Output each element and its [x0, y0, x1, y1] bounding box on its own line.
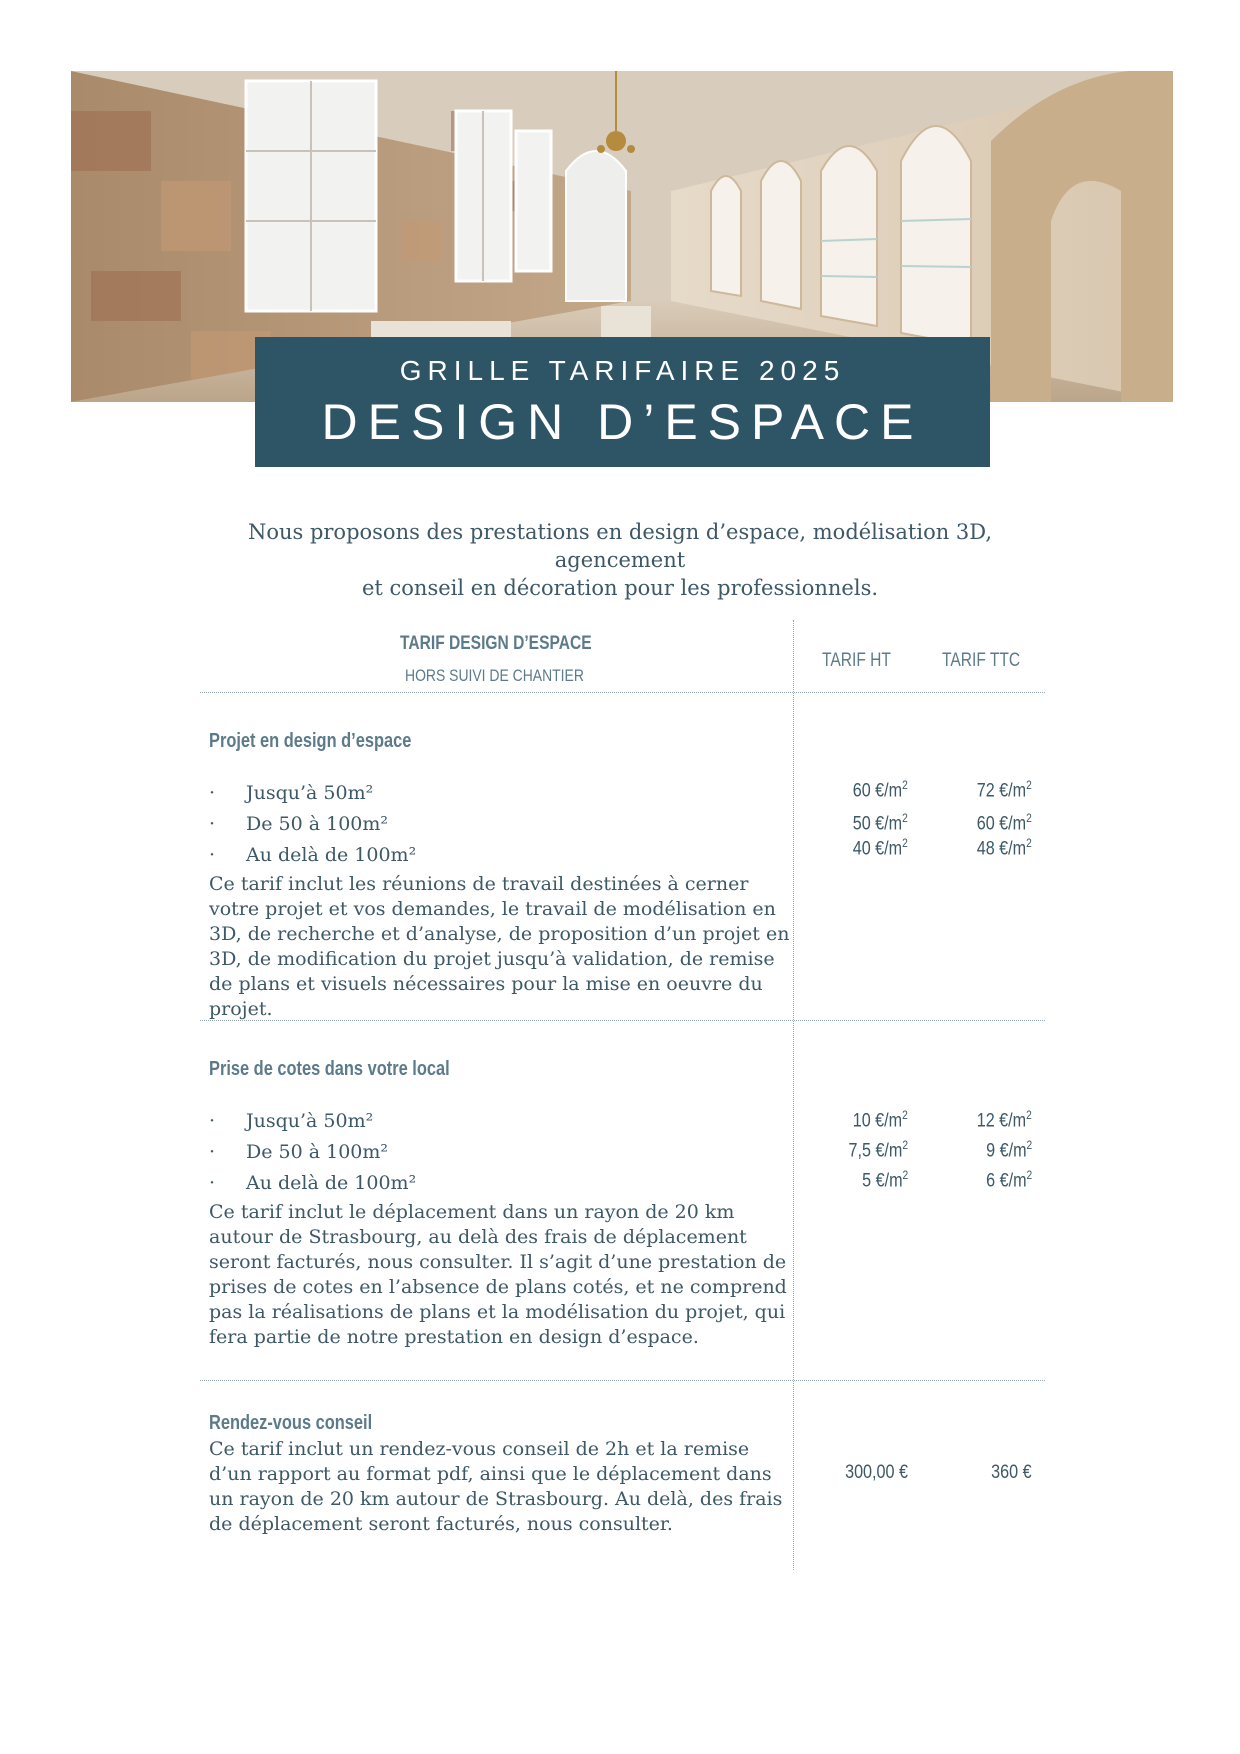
list-item: · Au delà de 100m²	[209, 840, 416, 871]
price-ht: 7,5 $€/m^2$	[848, 1138, 908, 1162]
price-ht: 5 $€/m^2$	[861, 1168, 908, 1192]
list-item: · De 50 à 100m²	[209, 1137, 416, 1168]
price-ht: 10 $€/m^2$	[852, 1108, 908, 1132]
measurement-description: Ce tarif inclut le déplacement dans un rayon de 20 km autour de Strasbourg, au delà des frais de déplacement seront facturés, nous consulter. Il s’agit d’une prestation de prises de cotes en l’absence de plans cotés, et ne comprend pas la réalisations de plans et la modélisation du projet, qui fera partie de notre prestation en design d’espace.	[209, 1201, 787, 1348]
title-banner	[255, 337, 990, 467]
price-ht: 300,00 €	[845, 1462, 908, 1483]
design-tier-list	[209, 778, 416, 871]
intro-line-1: Nous proposons des prestations en design d’espace, modélisation 3D, agencement	[247, 520, 993, 572]
list-item: · Au delà de 100m²	[209, 1168, 416, 1199]
section-title-measurements: Prise de cotes dans votre local	[209, 1058, 450, 1080]
section-divider	[200, 1380, 1045, 1381]
intro-line-2: et conseil en décoration pour les professionnels.	[361, 576, 879, 600]
price-ttc: 48 $€/m^2$	[976, 836, 1032, 860]
column-header-ttc: TARIF TTC	[942, 650, 1021, 671]
column-divider	[793, 620, 794, 1570]
table-header-title: TARIF DESIGN D’ESPACE	[400, 633, 592, 654]
table-header-subtitle: HORS SUIVI DE CHANTIER	[405, 666, 584, 685]
intro-text	[190, 518, 1050, 602]
section-title-consultation: Rendez-vous conseil	[209, 1412, 373, 1434]
price-ht: 40 $€/m^2$	[852, 836, 908, 860]
page-title: DESIGN D’ESPACE	[321, 394, 924, 450]
list-item: · Jusqu’à 50m²	[209, 778, 416, 809]
price-ttc: 9 $€/m^2$	[985, 1138, 1032, 1162]
price-ttc: 360 €	[991, 1462, 1032, 1483]
list-item: · Jusqu’à 50m²	[209, 1106, 416, 1137]
section-title-design: Projet en design d’espace	[209, 730, 412, 752]
price-ttc: 72 $€/m^2$	[976, 778, 1032, 802]
price-grid-subtitle: GRILLE TARIFAIRE 2025	[399, 355, 846, 386]
list-item: · De 50 à 100m²	[209, 809, 416, 840]
price-ht: 50 $€/m^2$	[852, 811, 908, 835]
header-divider	[200, 692, 1045, 693]
price-ttc: 6 $€/m^2$	[985, 1168, 1032, 1192]
price-ttc: 12 $€/m^2$	[976, 1108, 1032, 1132]
measurement-tier-list	[209, 1106, 416, 1199]
price-ht: 60 $€/m^2$	[852, 778, 908, 802]
design-description: Ce tarif inclut les réunions de travail destinées à cerner votre projet et vos demandes, le travail de modélisation en 3D, de recherche et d’analyse, de proposition d’un projet en 3D, de modification du projet jusqu’à validation, de remise de plans et visuels nécessaires pour la mise en oeuvre du projet.	[209, 873, 790, 1020]
consultation-description: Ce tarif inclut un rendez-vous conseil de 2h et la remise d’un rapport au format pdf, ainsi que le déplacement dans un rayon de 20 km autour de Strasbourg. Au delà, des frais de déplacement seront facturés, nous consulter.	[209, 1438, 783, 1535]
column-header-ht: TARIF HT	[822, 650, 891, 671]
price-ttc: 60 $€/m^2$	[976, 811, 1032, 835]
